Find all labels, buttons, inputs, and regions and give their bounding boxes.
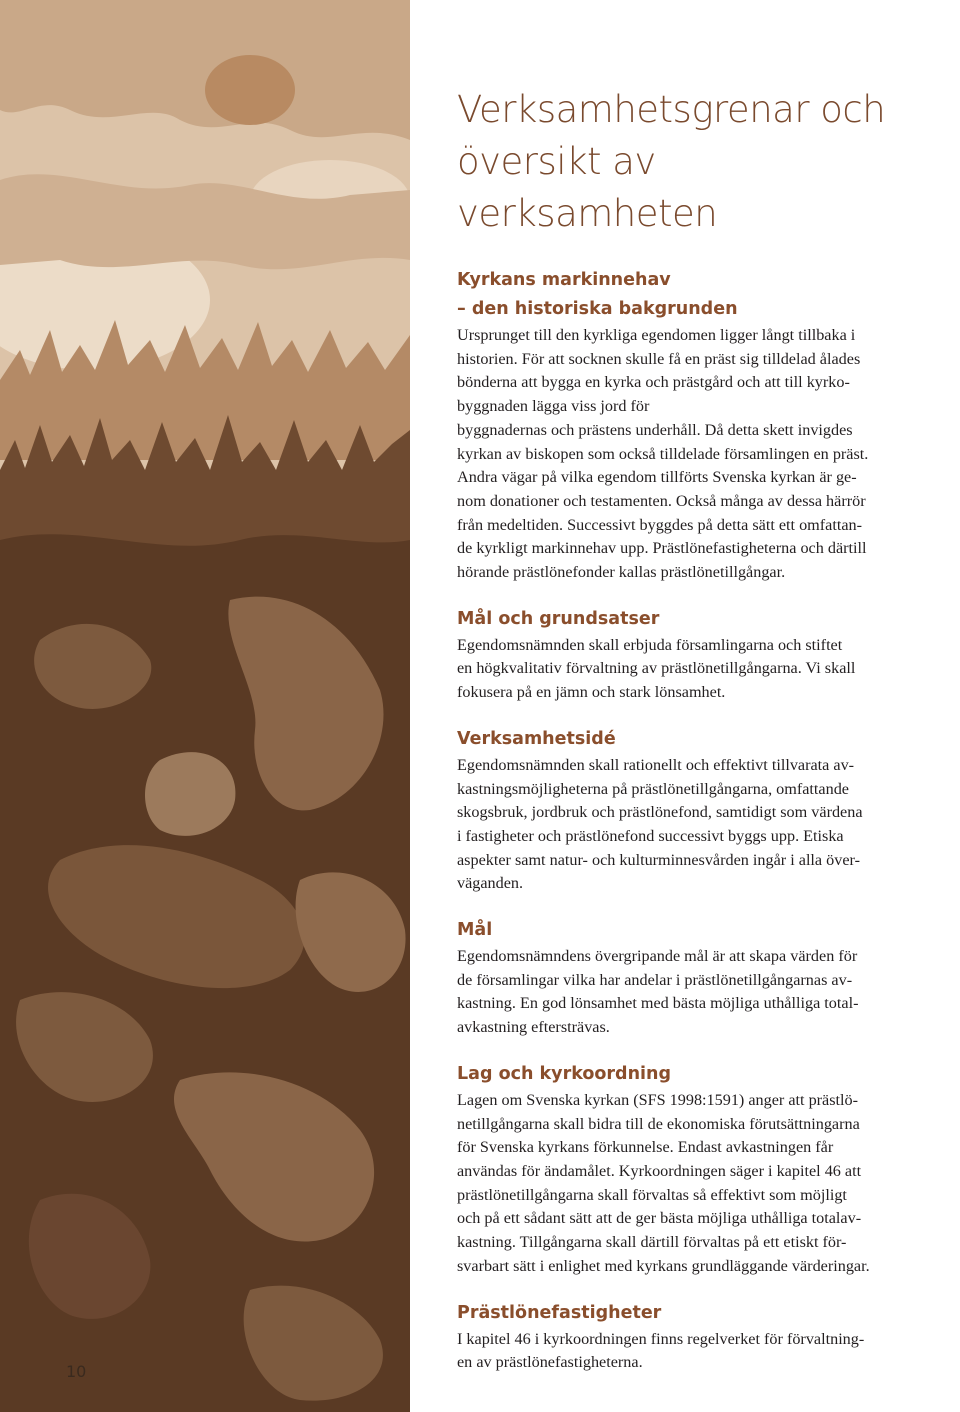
heading-line: – den historiska bakgrunden: [457, 299, 738, 319]
body-line: från medeltiden. Successivt byggdes på detta sätt ett omfattan-: [457, 515, 863, 534]
body-line: historien. För att socknen skulle få en präst sig tilldelad ålades: [457, 349, 861, 368]
body-line: nom donationer och testamenten. Också många av dessa härrör: [457, 491, 866, 510]
body-line: användas för ändamålet. Kyrkoordningen säger i kapitel 46 att: [457, 1161, 862, 1180]
body-line: kastning. En god lönsamhet med bästa möjliga uthålliga total-: [457, 994, 859, 1013]
page-number: 10: [66, 1362, 87, 1381]
body-line: byggnaden lägga viss jord för: [457, 397, 650, 416]
section-heading: [457, 266, 927, 324]
body-line: Andra vägar på vilka egendom tillförts Svenska kyrkan är ge-: [457, 468, 857, 487]
body-line: en av prästlönefastigheterna.: [457, 1353, 643, 1372]
body-line: en högkvalitativ förvaltning av prästlönetillgångarna. Vi skall: [457, 659, 856, 678]
section-heading: [457, 1060, 927, 1089]
body-line: aspekter samt natur- och kulturminnesvården ingår i alla över-: [457, 850, 860, 869]
section-heading: [457, 605, 927, 634]
body-line: byggnadernas och prästens underhåll. Då detta skett invigdes: [457, 420, 853, 439]
heading-line: Mål: [457, 920, 493, 941]
forest-illustration: [0, 0, 410, 1412]
page-title-line: översikt av verksamheten: [457, 140, 718, 235]
heading-line: Kyrkans markinnehav: [457, 270, 671, 290]
body-line: hörande prästlönefonder kallas prästlönetillgångar.: [457, 563, 786, 582]
section-heading: [457, 725, 927, 754]
body-line: fokusera på en jämn och stark lönsamhet.: [457, 683, 726, 702]
heading-line: Verksamhetsidé: [457, 728, 616, 749]
section-mal: [457, 916, 927, 1040]
page-title-line: Verksamhetsgrenar och: [457, 88, 886, 131]
body-line: svarbart sätt i enlighet med kyrkans grundläggande värderingar.: [457, 1256, 870, 1275]
body-line: Lagen om Svenska kyrkan (SFS 1998:1591) anger att prästlö-: [457, 1090, 859, 1109]
body-line: i fastigheter och prästlönefond successivt byggs upp. Etiska: [457, 826, 844, 845]
body-line: Ursprunget till den kyrkliga egendomen ligger långt tillbaka i: [457, 326, 856, 344]
heading-line: Mål och grundsatser: [457, 608, 660, 629]
section-body: [457, 1089, 927, 1279]
section-body: [457, 324, 927, 585]
body-line: prästlönetillgångarna skall förvaltas så effektivt som möjligt: [457, 1185, 847, 1204]
section-body: [457, 1328, 927, 1375]
section-body: [457, 945, 927, 1040]
body-line: kastning. Tillgångarna skall därtill förvaltas på ett etiskt för-: [457, 1233, 847, 1252]
page-content: [457, 84, 927, 1395]
body-line: för Svenska kyrkans förkunnelse. Endast avkastningen får: [457, 1138, 834, 1157]
body-line: Egendomsnämndens övergripande mål är att skapa värden för: [457, 947, 858, 966]
body-line: kastningsmöjligheterna på prästlönetillgångarna, omfattande: [457, 779, 849, 798]
body-line: bönderna att bygga en kyrka och prästgård och att till kyrko-: [457, 373, 850, 392]
heading-line: Lag och kyrkoordning: [457, 1063, 672, 1084]
section-prastlonefastigheter: [457, 1299, 927, 1375]
section-body: [457, 634, 927, 705]
section-mal-och-grundsatser: [457, 605, 927, 705]
body-line: de församlingar vilka har andelar i prästlönetillgångarnas av-: [457, 970, 853, 989]
body-line: avkastning eftersträvas.: [457, 1018, 610, 1037]
body-line: väganden.: [457, 874, 524, 893]
body-line: och på ett sådant sätt att de ger bästa möjliga uthålliga totalav-: [457, 1209, 862, 1228]
section-lag-och-kyrkoordning: [457, 1060, 927, 1279]
heading-line: Prästlönefastigheter: [457, 1302, 662, 1323]
section-body: [457, 754, 927, 896]
body-line: Egendomsnämnden skall erbjuda församlingarna och stiftet: [457, 635, 843, 654]
body-line: skogsbruk, jordbruk och prästlönefond, samtidigt som värdena: [457, 803, 863, 822]
section-verksamhetside: [457, 725, 927, 896]
page-title: [457, 84, 927, 240]
section-heading: [457, 916, 927, 945]
body-line: kyrkan av biskopen som också tilldelade församlingen en präst.: [457, 444, 869, 463]
section-heading: [457, 1299, 927, 1328]
body-line: de kyrkligt markinnehav upp. Prästlönefastigheterna och därtill: [457, 539, 867, 558]
body-line: Egendomsnämnden skall rationellt och effektivt tillvarata av-: [457, 755, 855, 774]
section-kyrkans-markinnehav: [457, 266, 927, 585]
body-line: netillgångarna skall bidra till de ekonomiska förutsättningarna: [457, 1114, 860, 1133]
body-line: I kapitel 46 i kyrkoordningen finns regelverket för förvaltning-: [457, 1329, 865, 1348]
